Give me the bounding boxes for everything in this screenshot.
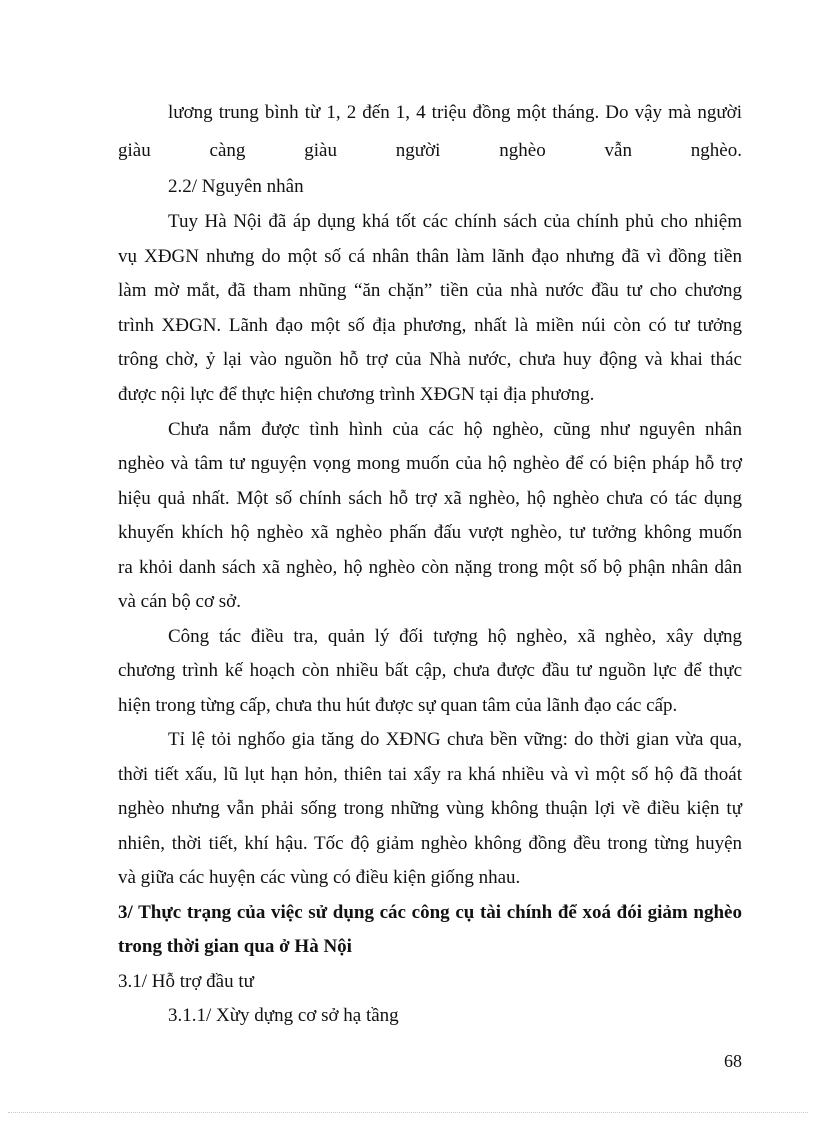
page-number: 68 [724,1051,742,1071]
section-heading: trong thời gian qua ở Hà Nội [118,936,352,957]
text-line: Công tác điều tra, quản lý đối tượng hộ nghèo, xã nghèo, xây dựng [168,626,742,647]
text-line: trình XĐGN. Lãnh đạo một số địa phương, nhất là miền núi còn có tư tưởng [118,315,742,336]
text-line: vụ XĐGN nhưng do một số cá nhân thân làm lãnh đạo nhưng đã vì đồng tiền [118,246,742,267]
text-line: Chưa nắm được tình hình của các hộ nghèo, cũng như nguyên nhân [168,419,742,440]
text-line: ra khỏi danh sách xã nghèo, hộ nghèo còn nặng trong một số bộ phận nhân dân [118,557,742,578]
text-line: và giữa các huyện các vùng có điều kiện giống nhau. [118,867,521,888]
text-line: trông chờ, ỷ lại vào nguồn hỗ trợ của Nhà nước, chưa huy động và khai thác [118,349,742,370]
text-line: chương trình kế hoạch còn nhiều bất cập, chưa được đầu tư nguồn lực để thực [118,660,742,681]
text-line: Tỉ lệ tỏi nghốo gia tăng do XĐNG chưa bền vững: do thời gian vừa qua, [168,729,742,750]
section-heading: 3/ Thực trạng của việc sử dụng các công cụ tài chính để xoá đói giảm nghèo [118,902,742,923]
text-line: nghèo và tâm tư nguyện vọng mong muốn của hộ nghèo để có biện pháp hỗ trợ [118,453,742,474]
subsection-heading: 3.1/ Hỗ trợ đầu tư [118,971,254,992]
section-heading: 2.2/ Nguyên nhân [168,176,304,197]
page-bottom-divider [8,1112,808,1113]
text-line: nhiên, thời tiết, khí hậu. Tốc độ giảm nghèo không đồng đều trong từng huyện [118,833,742,854]
text-line: hiện trong từng cấp, chưa thu hút được sự quan tâm của lãnh đạo các cấp. [118,695,678,716]
text-line: giàu càng giàu người nghèo vẫn nghèo. [118,140,742,161]
text-line: được nội lực để thực hiện chương trình XĐGN tại địa phương. [118,384,595,405]
text-line: thời tiết xấu, lũ lụt hạn hỏn, thiên tai xẩy ra khá nhiều và vì một số hộ đã thoát [118,764,742,785]
subsection-heading: 3.1.1/ Xừy dựng cơ sở hạ tầng [168,1005,399,1026]
text-line: làm mờ mắt, đã tham nhũng “ăn chặn” tiền của nhà nước đầu tư cho chương [118,280,742,301]
text-line: nghèo nhưng vẫn phải sống trong những vùng không thuận lợi về điều kiện tự [118,798,742,819]
text-line: và cán bộ cơ sở. [118,591,241,612]
text-line: hiệu quả nhất. Một số chính sách hỗ trợ xã nghèo, hộ nghèo chưa có tác dụng [118,488,742,509]
text-line: khuyến khích hộ nghèo xã nghèo phấn đấu vượt nghèo, tư tưởng không muốn [118,522,742,543]
text-line: lương trung bình từ 1, 2 đến 1, 4 triệu đồng một tháng. Do vậy mà người [168,102,742,123]
text-line: Tuy Hà Nội đã áp dụng khá tốt các chính sách của chính phủ cho nhiệm [168,211,742,232]
